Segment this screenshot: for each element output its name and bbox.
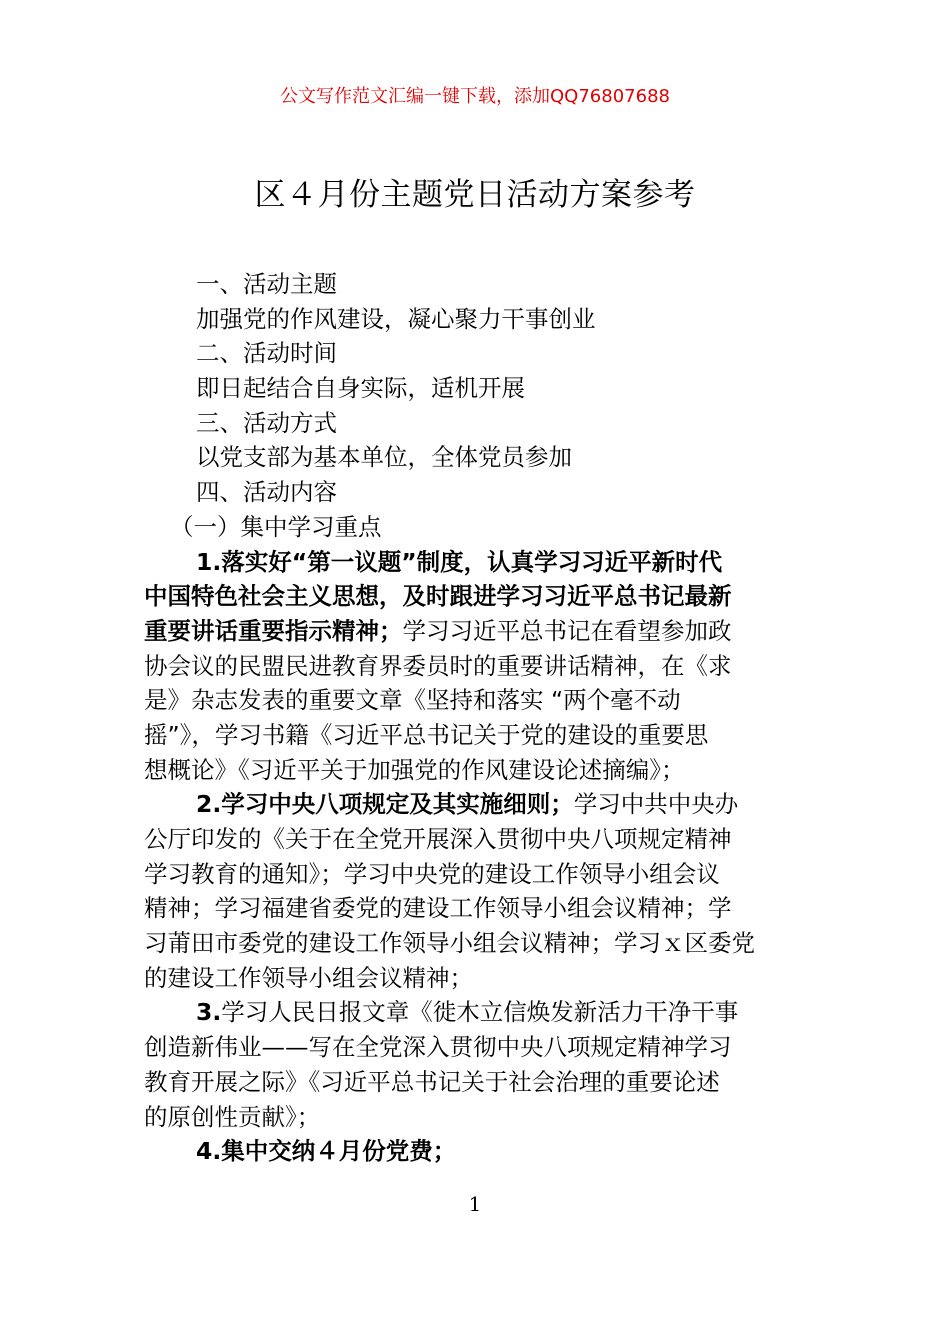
item2-line6: 的建设工作领导小组会议精神； bbox=[144, 963, 473, 992]
section-method-text: 以党支部为基本单位，全体党员参加 bbox=[196, 443, 572, 472]
item3-line2: 创造新伟业——写在全党深入贯彻中央八项规定精神学习 bbox=[144, 1033, 732, 1062]
section-theme-heading: 一、活动主题 bbox=[196, 270, 337, 298]
item3-line3: 教育开展之际》《习近平总书记关于社会治理的重要论述 bbox=[144, 1067, 720, 1096]
item3-line1 bbox=[144, 995, 809, 1030]
item1-line3 bbox=[144, 614, 809, 649]
download-notice: 公文写作范文汇编一键下载，添加QQ76807688 bbox=[280, 86, 670, 107]
item4-line1: 4.集中交纳４月份党费； bbox=[196, 1137, 457, 1166]
item2-text-start: 学习中共中央办 bbox=[573, 790, 739, 819]
item2-line1 bbox=[144, 787, 809, 822]
item1-line5: 是》杂志发表的重要文章《坚持和落实 “两个毫不动 bbox=[144, 686, 681, 715]
section-theme-text: 加强党的作风建设，凝心聚力干事创业 bbox=[196, 304, 596, 333]
item1-line7: 想概论》《习近平关于加强党的作风建设论述摘编》； bbox=[144, 755, 685, 784]
item3-text-start: 学习人民日报文章《徙木立信焕发新活力干净干事 bbox=[221, 998, 739, 1027]
subsection-study-heading: （一）集中学习重点 bbox=[170, 512, 382, 541]
item2-line2: 公厅印发的《关于在全党开展深入贯彻中央八项规定精神 bbox=[144, 825, 732, 853]
item1-line1: 1.落实好“第一议题”制度，认真学习习近平新时代 bbox=[196, 547, 723, 576]
document-title: 区４月份主题党日活动方案参考 bbox=[254, 177, 696, 213]
item1-text-start: 学习习近平总书记在看望参加政 bbox=[402, 616, 732, 645]
item3-number: 3. bbox=[196, 998, 222, 1027]
item1-line2: 中国特色社会主义思想，及时跟进学习习近平总书记最新 bbox=[144, 582, 732, 611]
section-time-heading: 二、活动时间 bbox=[196, 339, 337, 368]
item1-bold-tail: 重要讲话重要指示精神； bbox=[144, 616, 403, 645]
item1-line6: 摇”》，学习书籍《习近平总书记关于党的建设的重要思 bbox=[144, 720, 709, 749]
item2-line3: 学习教育的通知》；学习中央党的建设工作领导小组会议 bbox=[144, 859, 720, 888]
item3-line4: 的原创性贡献》； bbox=[144, 1102, 321, 1131]
item2-line5: 习莆田市委党的建设工作领导小组会议精神；学习ｘ区委党 bbox=[144, 929, 755, 958]
section-content-heading: 四、活动内容 bbox=[196, 478, 337, 507]
item2-line4: 精神；学习福建省委党的建设工作领导小组会议精神；学 bbox=[144, 894, 732, 923]
page-number: 1 bbox=[468, 1192, 482, 1216]
document-body bbox=[144, 267, 809, 1169]
item2-bold-heading: 2.学习中央八项规定及其实施细则； bbox=[196, 790, 574, 819]
item1-line4: 协会议的民盟民进教育界委员时的重要讲话精神，在《求 bbox=[144, 651, 732, 680]
section-method-heading: 三、活动方式 bbox=[196, 408, 337, 437]
section-time-text: 即日起结合自身实际，适机开展 bbox=[196, 374, 525, 403]
